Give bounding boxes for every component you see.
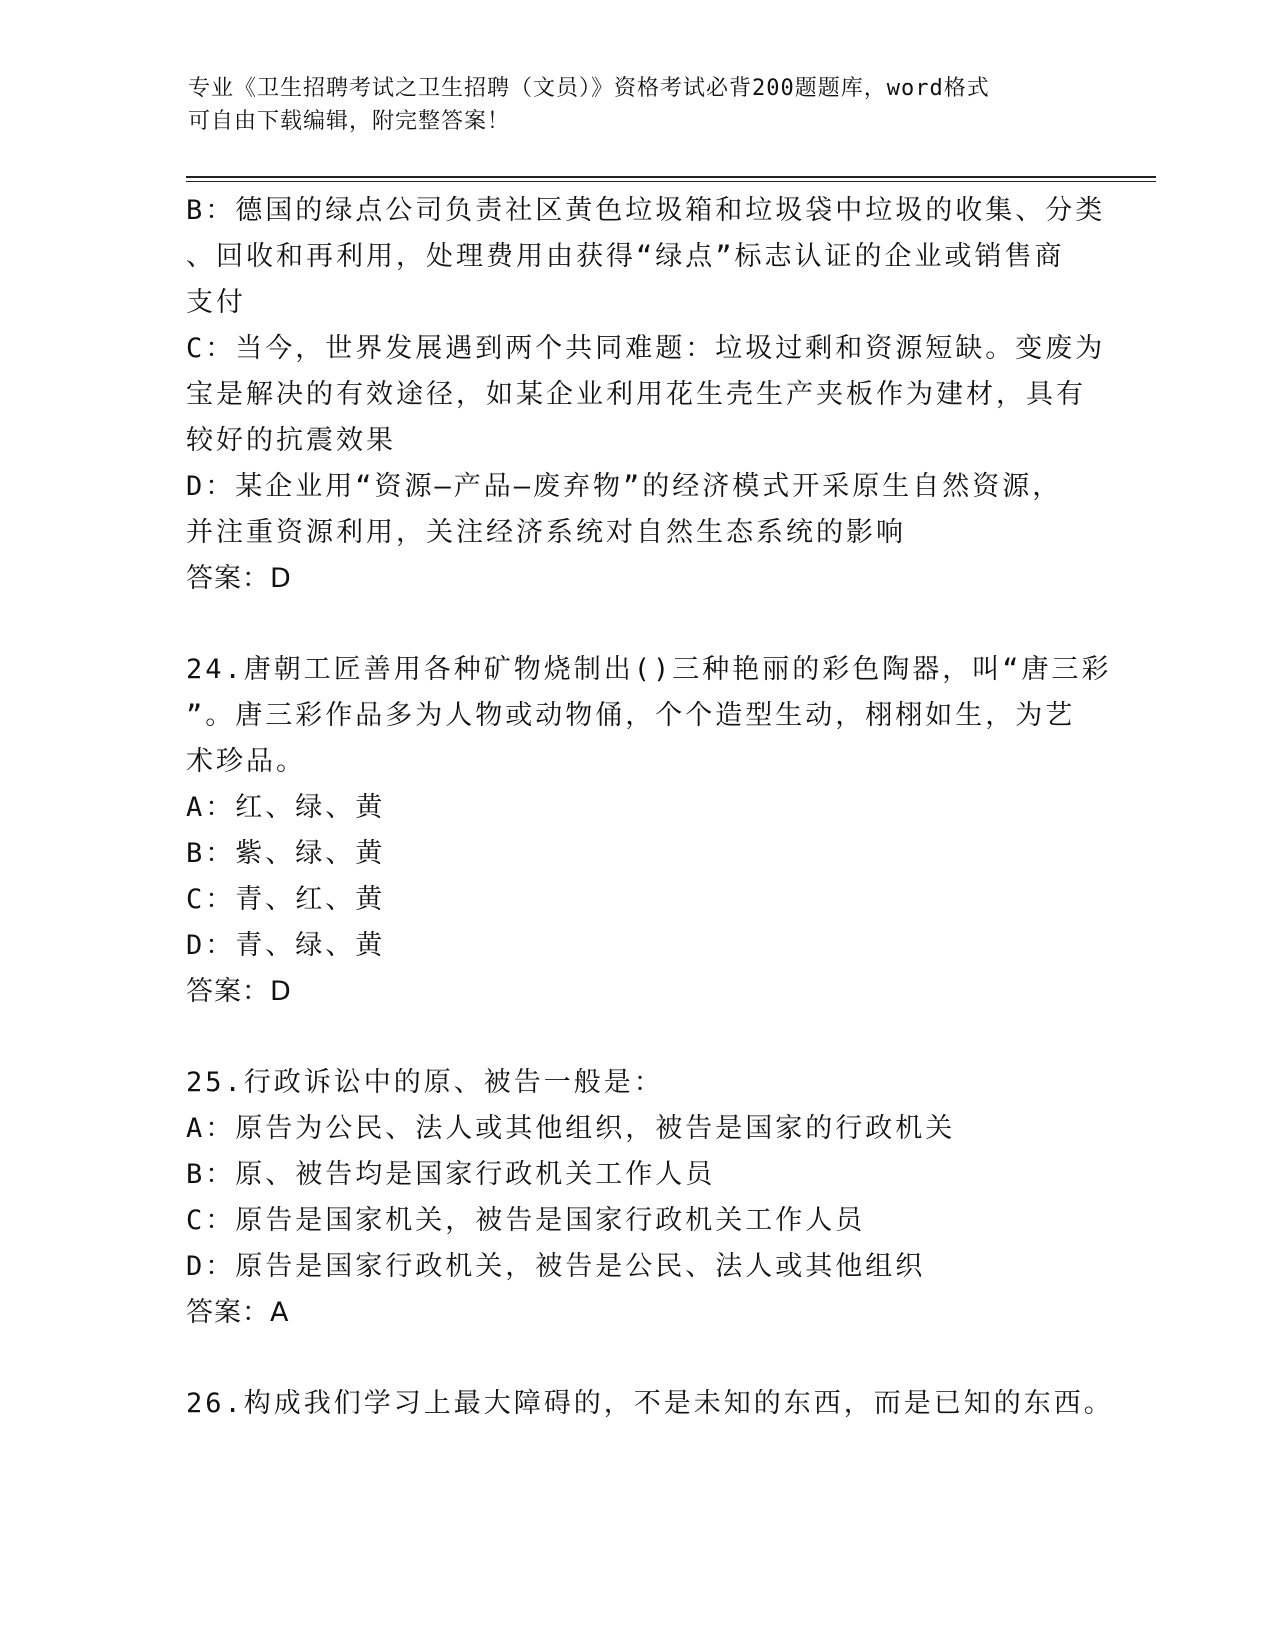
q25-answer: 答案：A [186,1297,290,1328]
q23-option-d-line-2: 并注重资源利用，关注经济系统对自然生态系统的影响 [186,517,906,548]
header-line-1: 专业《卫生招聘考试之卫生招聘（文员）》资格考试必背200题题库，word格式 [188,76,990,101]
question-content [186,188,1114,1427]
q25-option-d: D：原告是国家行政机关，被告是公民、法人或其他组织 [186,1251,926,1282]
question-26 [186,1381,1114,1427]
q23-option-c-line-3: 较好的抗震效果 [186,425,396,456]
q24-option-b: B：紫、绿、黄 [186,838,386,869]
q26-stem: 26.构成我们学习上最大障碍的，不是未知的东西，而是已知的东西。 [186,1388,1114,1419]
question-23 [186,188,1106,602]
question-25 [186,1060,1086,1336]
q24-option-a: A：红、绿、黄 [186,792,386,823]
q23-option-c-line-1: C：当今，世界发展遇到两个共同难题：垃圾过剩和资源短缺。变废为 [186,333,1106,364]
q24-option-d: D：青、绿、黄 [186,930,386,961]
q23-option-b-line-3: 支付 [186,287,246,318]
q25-option-b: B：原、被告均是国家行政机关工作人员 [186,1159,716,1190]
q23-option-b-line-2: 、回收和再利用，处理费用由获得“绿点”标志认证的企业或销售商 [186,241,1065,272]
q23-option-d-line-1: D：某企业用“资源—产品—废弃物”的经济模式开采原生自然资源， [186,471,1063,502]
q24-stem-line-2: ”。唐三彩作品多为人物或动物俑，个个造型生动，栩栩如生，为艺 [186,700,1076,731]
header-line-2: 可自由下载编辑，附完整答案！ [188,109,511,134]
q23-option-b-line-1: B：德国的绿点公司负责社区黄色垃圾箱和垃圾袋中垃圾的收集、分类 [186,195,1106,226]
q24-stem-line-3: 术珍品。 [186,746,306,777]
q24-answer: 答案：D [186,976,292,1007]
header-divider [186,176,1156,182]
q25-stem: 25.行政诉讼中的原、被告一般是： [186,1067,664,1098]
q24-stem-line-1: 24.唐朝工匠善用各种矿物烧制出()三种艳丽的彩色陶器，叫“唐三彩 [186,654,1112,685]
spacer [186,1015,1086,1060]
q24-option-c: C：青、红、黄 [186,884,386,915]
q25-option-a: A：原告为公民、法人或其他组织，被告是国家的行政机关 [186,1113,956,1144]
spacer [186,1336,1086,1381]
page-header [188,72,1068,138]
q23-option-c-line-2: 宝是解决的有效途径，如某企业利用花生壳生产夹板作为建材，具有 [186,379,1086,410]
spacer [186,602,1086,647]
question-24 [186,647,1112,1015]
q25-option-c: C：原告是国家机关，被告是国家行政机关工作人员 [186,1205,866,1236]
q23-answer: 答案：D [186,563,292,594]
